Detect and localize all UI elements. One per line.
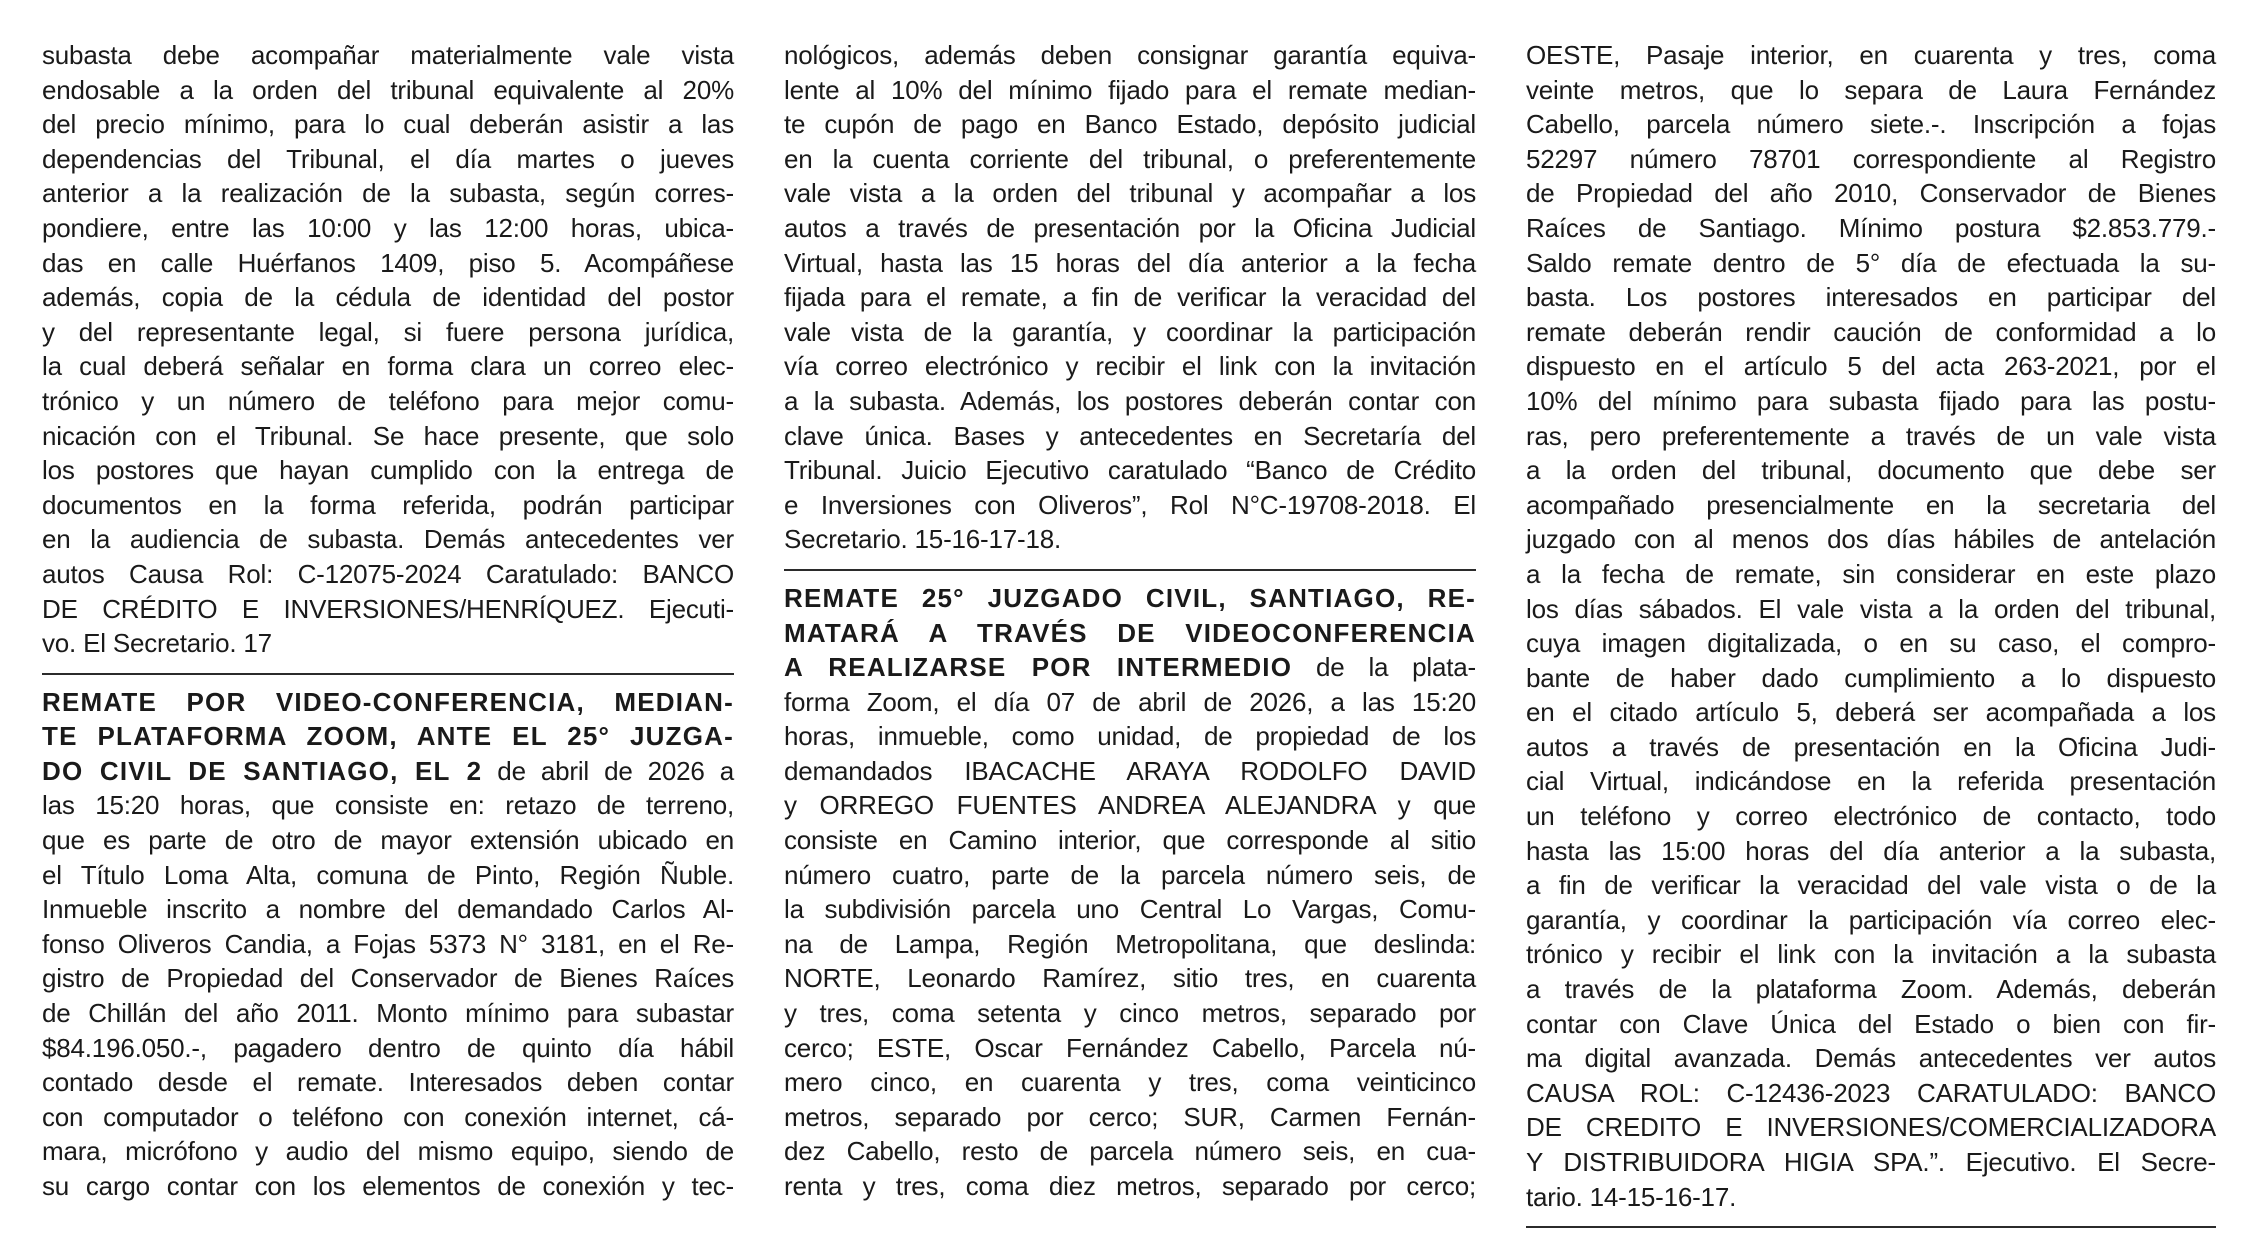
text-line: a fin de verificar la veracidad del vale vista o de la: [1526, 870, 2216, 901]
text-line: documentos en la forma referida, podrán participar: [42, 489, 734, 520]
text-line: a la subasta. Además, los postores deberán contar con: [784, 385, 1476, 416]
section-divider: [784, 569, 1476, 571]
text-line: autos Causa Rol: C-12075-2024 Caratulado: BANCO: [42, 558, 734, 589]
text-line: el Título Loma Alta, comuna de Pinto, Región Ñuble.: [42, 859, 734, 890]
auction-notice: [784, 581, 1476, 1204]
text-line: en la audiencia de subasta. Demás antecedentes ver: [42, 524, 734, 555]
text-line: Cabello, parcela número siete.-. Inscripción a fojas: [1526, 109, 2216, 140]
text-line: DE CREDITO E INVERSIONES/COMERCIALIZADORA: [1526, 1112, 2216, 1143]
text-line: te cupón de pago en Banco Estado, depósito judicial: [784, 109, 1476, 140]
text-line: Virtual, hasta las 15 horas del día anterior a la fecha: [784, 247, 1476, 278]
text-line: ras, pero preferentemente a través de un vale vista: [1526, 420, 2216, 451]
notice-text-block: [42, 38, 734, 675]
text-line: autos a través de presentación por la Oficina Judicial: [784, 212, 1476, 243]
text-line: horas, inmueble, como unidad, de propiedad de los: [784, 721, 1476, 752]
notice-heading-tail: A REALIZARSE POR INTERMEDIO: [784, 652, 1293, 683]
text-line: ma digital avanzada. Demás antecedentes ver autos: [1526, 1043, 2216, 1074]
notice-heading-rest: de la plata-: [1292, 652, 1476, 683]
text-line: contado desde el remate. Interesados deben contar: [42, 1067, 734, 1098]
text-line: Secretario. 15-16-17-18.: [784, 524, 1062, 555]
notice-heading-line: REMATE 25° JUZGADO CIVIL, SANTIAGO, RE-: [784, 582, 1476, 613]
notice-heading-line: REMATE POR VIDEO-CONFERENCIA, MEDIAN-: [42, 686, 734, 717]
text-line: con computador o teléfono con conexión internet, cá-: [42, 1101, 734, 1132]
text-line: la cual deberá señalar en forma clara un correo elec-: [42, 351, 734, 382]
column-2: [784, 38, 1476, 1204]
text-line: mero cinco, en cuarenta y tres, coma veinticinco: [784, 1067, 1476, 1098]
text-line: trónico y un número de teléfono para mejor comu-: [42, 385, 734, 416]
text-line: su cargo contar con los elementos de conexión y tec-: [42, 1171, 734, 1201]
column-1: [42, 38, 734, 1204]
text-line: número cuatro, parte de la parcela número seis, de: [784, 859, 1476, 890]
text-line: DE CRÉDITO E INVERSIONES/HENRÍQUEZ. Ejecuti-: [42, 593, 734, 624]
text-line: cial Virtual, indicándose en la referida presentación: [1526, 766, 2216, 797]
text-line: endosable a la orden del tribunal equivalente al 20%: [42, 74, 734, 105]
notice-heading-line: TE PLATAFORMA ZOOM, ANTE EL 25° JUZGA-: [42, 721, 734, 752]
text-line: Inmueble inscrito a nombre del demandado Carlos Al-: [42, 894, 734, 925]
text-line: CAUSA ROL: C-12436-2023 CARATULADO: BANCO: [1526, 1077, 2216, 1108]
text-line: tario. 14-15-16-17.: [1526, 1181, 1737, 1212]
text-line: y ORREGO FUENTES ANDREA ALEJANDRA y que: [784, 790, 1476, 821]
text-line: nológicos, además deben consignar garantía equiva-: [784, 40, 1476, 70]
notice-heading-tail-line: [784, 650, 1476, 685]
text-line: Raíces de Santiago. Mínimo postura $2.853.779.-: [1526, 212, 2216, 243]
text-line: que es parte de otro de mayor extensión ubicado en: [42, 825, 734, 856]
text-line: 10% del mínimo para subasta fijado para las postu-: [1526, 385, 2216, 416]
text-line: e Inversiones con Oliveros”, Rol N°C-19708-2018. El: [784, 489, 1476, 520]
text-line: vale vista a la orden del tribunal y acompañar a los: [784, 178, 1476, 209]
text-line: renta y tres, coma diez metros, separado por cerco;: [784, 1171, 1476, 1201]
text-line: fijada para el remate, a fin de verificar la veracidad del: [784, 282, 1476, 313]
auction-notice: [42, 685, 734, 1204]
text-line: los postores que hayan cumplido con la entrega de: [42, 455, 734, 486]
text-line: contar con Clave Única del Estado o bien con fir-: [1526, 1008, 2216, 1039]
text-line: en la cuenta corriente del tribunal, o preferentemente: [784, 143, 1476, 174]
text-line: Saldo remate dentro de 5° día de efectuada la su-: [1526, 247, 2216, 278]
text-line: trónico y recibir el link con la invitación a la subasta: [1526, 939, 2216, 970]
text-line: autos a través de presentación en la Oficina Judi-: [1526, 731, 2216, 762]
text-line: la subdivisión parcela uno Central Lo Vargas, Comu-: [784, 894, 1476, 925]
text-line: Tribunal. Juicio Ejecutivo caratulado “Banco de Crédito: [784, 455, 1476, 486]
text-line: cerco; ESTE, Oscar Fernández Cabello, Parcela nú-: [784, 1032, 1476, 1063]
text-line: cuya imagen digitalizada, o en su caso, el compro-: [1526, 628, 2216, 659]
text-line: na de Lampa, Región Metropolitana, que deslinda:: [784, 928, 1476, 959]
text-line: un teléfono y correo electrónico de contacto, todo: [1526, 801, 2216, 832]
text-line: NORTE, Leonardo Ramírez, sitio tres, en cuarenta: [784, 963, 1476, 994]
text-line: clave única. Bases y antecedentes en Secretaría del: [784, 420, 1476, 451]
text-line: vale vista de la garantía, y coordinar la participación: [784, 316, 1476, 347]
notice-heading-rest: de abril de 2026 a: [482, 755, 735, 786]
text-line: vo. El Secretario. 17: [42, 628, 272, 659]
text-line: además, copia de la cédula de identidad del postor: [42, 282, 734, 313]
notice-text-block: [1526, 38, 2216, 1228]
text-line: anterior a la realización de la subasta, según corres-: [42, 178, 734, 209]
text-line: pondiere, entre las 10:00 y las 12:00 horas, ubica-: [42, 212, 734, 243]
text-line: subasta debe acompañar materialmente vale vista: [42, 40, 734, 70]
text-line: dispuesto en el artículo 5 del acta 263-2021, por el: [1526, 351, 2216, 382]
text-line: veinte metros, que lo separa de Laura Fernández: [1526, 74, 2216, 105]
text-line: demandados IBACACHE ARAYA RODOLFO DAVID: [784, 755, 1476, 786]
section-divider: [1526, 1226, 2216, 1228]
text-line: del precio mínimo, para lo cual deberán asistir a las: [42, 109, 734, 140]
text-line: garantía, y coordinar la participación vía correo elec-: [1526, 904, 2216, 935]
text-line: nicación con el Tribunal. Se hace presente, que solo: [42, 420, 734, 451]
notice-heading-tail-line: [42, 754, 734, 789]
text-line: juzgado con al menos dos días hábiles de antelación: [1526, 524, 2216, 555]
text-line: acompañado presencialmente en la secretaria del: [1526, 489, 2216, 520]
text-line: a través de la plataforma Zoom. Además, deberán: [1526, 974, 2216, 1005]
text-line: de Chillán del año 2011. Monto mínimo para subastar: [42, 998, 734, 1029]
text-line: lente al 10% del mínimo fijado para el remate median-: [784, 74, 1476, 105]
text-line: a la fecha de remate, sin considerar en este plazo: [1526, 558, 2216, 589]
text-line: vía correo electrónico y recibir el link con la invitación: [784, 351, 1476, 382]
text-line: das en calle Huérfanos 1409, piso 5. Acompáñese: [42, 247, 734, 278]
text-line: de Propiedad del año 2010, Conservador de Bienes: [1526, 178, 2216, 209]
notice-text-block: [784, 38, 1476, 571]
text-line: Y DISTRIBUIDORA HIGIA SPA.”. Ejecutivo. El Secre-: [1526, 1147, 2216, 1177]
text-line: fonso Oliveros Candia, a Fojas 5373 N° 3181, en el Re-: [42, 928, 734, 959]
text-line: OESTE, Pasaje interior, en cuarenta y tres, coma: [1526, 40, 2216, 70]
section-divider: [42, 673, 734, 675]
text-line: las 15:20 horas, que consiste en: retazo de terreno,: [42, 790, 734, 821]
text-line: 52297 número 78701 correspondiente al Registro: [1526, 143, 2216, 174]
text-line: dez Cabello, resto de parcela número seis, en cua-: [784, 1136, 1476, 1167]
text-line: basta. Los postores interesados en participar del: [1526, 282, 2216, 313]
text-line: a la orden del tribunal, documento que debe ser: [1526, 455, 2216, 486]
notice-heading-tail: DO CIVIL DE SANTIAGO, EL 2: [42, 755, 483, 786]
column-3: [1526, 38, 2216, 1238]
text-line: mara, micrófono y audio del mismo equipo, siendo de: [42, 1136, 734, 1167]
text-line: remate deberán rendir caución de conformidad a lo: [1526, 316, 2216, 347]
text-line: metros, separado por cerco; SUR, Carmen Fernán-: [784, 1101, 1476, 1132]
text-line: forma Zoom, el día 07 de abril de 2026, a las 15:20: [784, 686, 1476, 717]
text-line: consiste en Camino interior, que corresponde al sitio: [784, 825, 1476, 856]
text-line: los días sábados. El vale vista a la orden del tribunal,: [1526, 593, 2216, 624]
text-line: en el citado artículo 5, deberá ser acompañada a los: [1526, 697, 2216, 728]
text-line: $84.196.050.-, pagadero dentro de quinto día hábil: [42, 1032, 734, 1063]
notice-heading-line: MATARÁ A TRAVÉS DE VIDEOCONFERENCIA: [784, 617, 1476, 648]
text-line: hasta las 15:00 horas del día anterior a la subasta,: [1526, 835, 2216, 866]
text-line: y tres, coma setenta y cinco metros, separado por: [784, 998, 1476, 1029]
text-line: gistro de Propiedad del Conservador de Bienes Raíces: [42, 963, 734, 994]
text-line: bante de haber dado cumplimiento a lo dispuesto: [1526, 662, 2216, 693]
text-line: dependencias del Tribunal, el día martes o jueves: [42, 143, 734, 174]
text-line: y del representante legal, si fuere persona jurídica,: [42, 316, 734, 347]
